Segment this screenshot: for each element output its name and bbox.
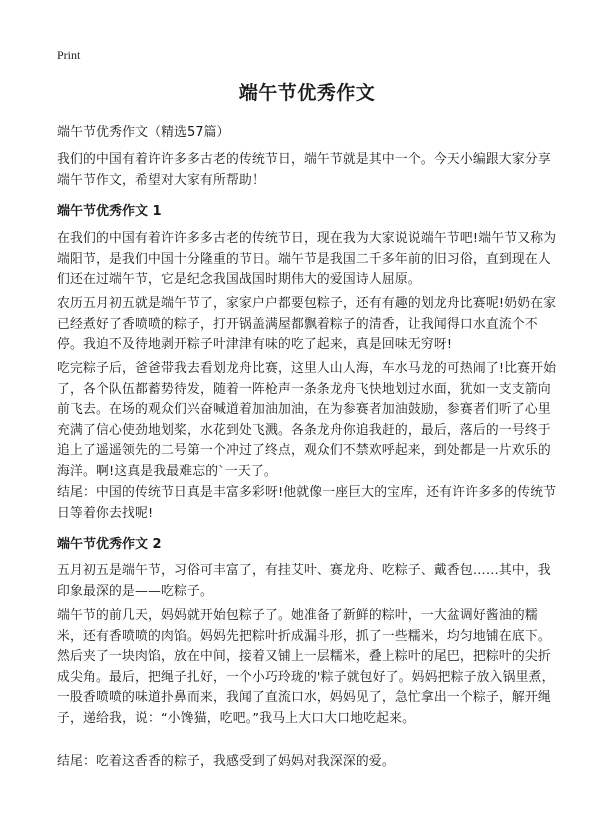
page-title: 端午节优秀作文 <box>238 82 376 104</box>
section-1-paragraph-3: 吃完粽子后，爸爸带我去看划龙舟比赛，这里人山人海，车水马龙的可热闹了!比赛开始了，各个队伍都蓄势待发，随着一阵枪声一条条龙舟飞快地划过水面，犹如一支支箭向前飞去。在场的观众们兴奋喊道着加油加油，在为参赛者加油鼓励，参赛者们听了心里充满了信心使劲地划桨，水花到处飞溅。各条龙舟你追我赶的，最后，落后的一号终于追上了遥遥领先的二号第一个冲过了终点，观众们不禁欢呼起来，到处都是一片欢乐的海洋。啊!这真是我最难忘的`一天了。 <box>57 361 557 479</box>
print-link[interactable]: Print <box>57 48 81 62</box>
section-2-paragraph-1: 五月初五是端午节，习俗可丰富了，有挂艾叶、赛龙舟、吃粽子、戴香包……其中，我印象最深的是——吃粽子。 <box>57 563 551 599</box>
subtitle: 端午节优秀作文（精选57篇） <box>57 125 230 140</box>
section-2-paragraph-2: 端午节的前几天，妈妈就开始包粽子了。她准备了新鲜的粽叶，一大盆调好酱油的糯米，还有香喷喷的肉馅。妈妈先把粽叶折成漏斗形，抓了一些糯米，均匀地铺在底下。然后夹了一块肉馅，放在中间，接着又铺上一层糯米，叠上粽叶的尾巴，把粽叶的尖折成尖角。最后，把绳子扎好，一个小巧玲珑的'粽子就包好了。妈妈把粽子放入锅里煮，一股香喷喷的味道扑鼻而来，我闻了直流口水，妈妈见了，急忙拿出一个粽子，解开绳子，递给我，说：“小馋猫，吃吧。”我马上大口大口地吃起来。 <box>57 608 555 726</box>
section-heading-1: 端午节优秀作文 1 <box>57 204 162 219</box>
section-heading-2: 端午节优秀作文 2 <box>57 537 162 552</box>
section-2-paragraph-3: 结尾：吃着这香香的粽子，我感受到了妈妈对我深深的爱。 <box>57 754 395 769</box>
intro-paragraph: 我们的中国有着许许多多古老的传统节日，端午节就是其中一个。今天小编跟大家分享端午节作文，希望对大家有所帮助！ <box>57 152 551 188</box>
section-1-paragraph-2: 农历五月初五就是端午节了，家家户户都要包粽子，还有有趣的划龙舟比赛呢!奶奶在家已经煮好了香喷喷的粽子，打开锅盖满屋都飘着粽子的清香，让我闻得口水直流个不停。我迫不及待地剥开粽子叶津津有味的吃了起来，真是回味无穷呀! <box>57 296 557 352</box>
section-1-paragraph-1: 在我们的中国有着许许多多古老的传统节日，现在我为大家说说端午节吧!端午节又称为端阳节，是我们中国十分隆重的节日。端午节是我国二千多年前的旧习俗，直到现在人们还在过端午节，它是纪念我国战国时期伟大的爱国诗人屈原。 <box>57 231 557 287</box>
section-1-paragraph-4: 结尾：中国的传统节日真是丰富多彩呀!他就像一座巨大的宝库，还有许许多多的传统节日等着你去找呢! <box>57 485 557 521</box>
